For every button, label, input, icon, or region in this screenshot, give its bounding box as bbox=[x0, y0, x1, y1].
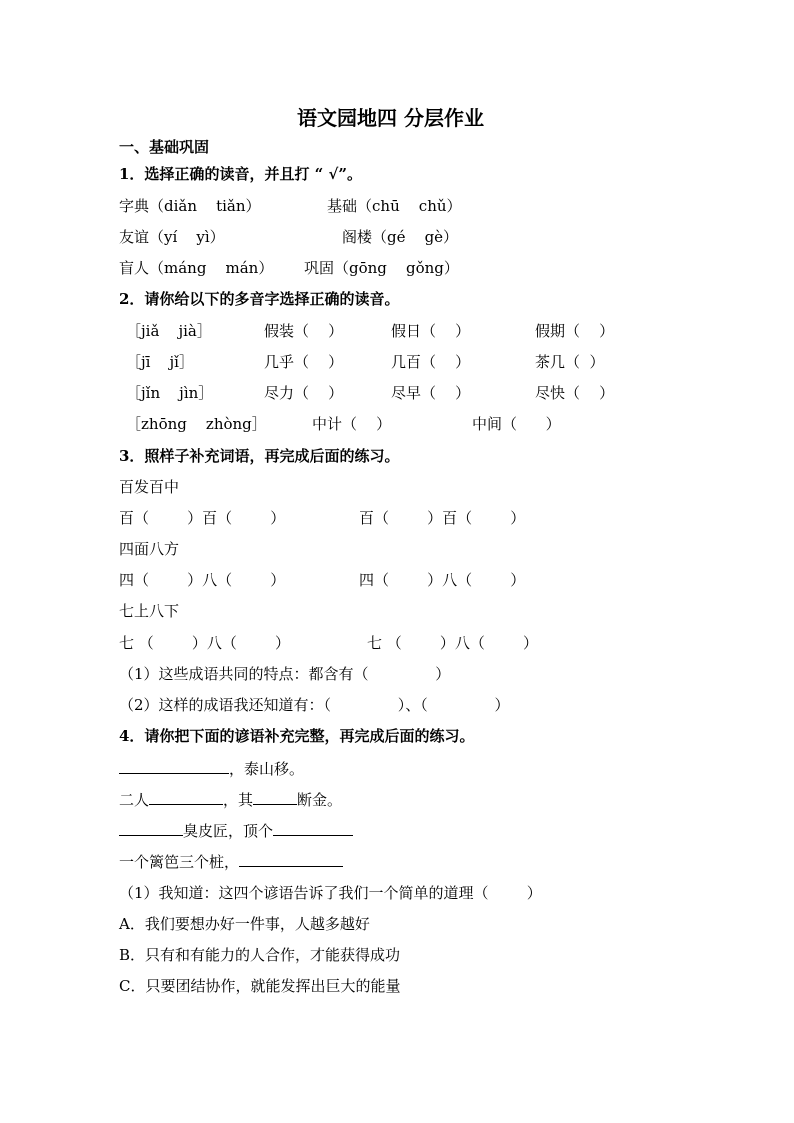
q2-pinyin: ［jī jǐ］ bbox=[126, 353, 194, 371]
q3-example: 百发百中 bbox=[119, 478, 180, 496]
q2-blank: 中计（ ） bbox=[312, 415, 392, 433]
q1-word: 巩固 bbox=[304, 259, 335, 277]
q3-example: 七上八下 bbox=[119, 602, 180, 620]
proverb-line bbox=[119, 852, 343, 872]
q1-word: 基础 bbox=[327, 197, 358, 215]
q2-pinyin: ［jǐn jìn］ bbox=[126, 384, 214, 402]
page-title: 语文园地四 分层作业 bbox=[297, 106, 484, 130]
answer-blank-line bbox=[253, 790, 297, 805]
q2-blank: 几乎（ ） bbox=[264, 353, 344, 371]
q2-blank: 尽力（ ） bbox=[264, 384, 344, 402]
option-a: A．我们要想办好一件事，人越多越好 bbox=[119, 915, 370, 933]
q1-word: 盲人 bbox=[119, 259, 150, 277]
q2-blank: 尽早（ ） bbox=[391, 384, 471, 402]
q2-blank: 几百（ ） bbox=[391, 353, 471, 371]
q3-blank-right: 七 （ ）八（ ） bbox=[367, 634, 539, 652]
q3-blank-right: 四（ ）八（ ） bbox=[359, 571, 526, 589]
q1-options: （gōng gǒng） bbox=[334, 259, 459, 277]
q1-item bbox=[119, 196, 261, 216]
q1-item bbox=[304, 258, 459, 278]
answer-blank-line bbox=[239, 852, 343, 867]
proverb-text: 断金。 bbox=[297, 791, 343, 809]
proverb-text: ，泰山移。 bbox=[229, 760, 305, 778]
q4-sub-question-1: （1）我知道：这四个谚语告诉了我们一个简单的道理（ ） bbox=[119, 884, 542, 902]
q1-item bbox=[342, 227, 458, 247]
question-4-heading: 4．请你把下面的谚语补充完整，再完成后面的练习。 bbox=[119, 727, 475, 745]
q1-item bbox=[119, 227, 225, 247]
q1-word: 友谊 bbox=[119, 228, 150, 246]
q3-blank-right: 百（ ）百（ ） bbox=[359, 509, 526, 527]
q3-sub-question-1: （1）这些成语共同的特点：都含有（ ） bbox=[119, 665, 451, 683]
q1-word: 阁楼 bbox=[342, 228, 373, 246]
question-1-heading: 1．选择正确的读音，并且打 “ √”。 bbox=[119, 165, 362, 183]
q3-blank-left: 七 （ ）八（ ） bbox=[119, 634, 291, 652]
proverb-text: 二人 bbox=[119, 791, 150, 809]
proverb-line bbox=[119, 790, 342, 810]
answer-blank-line bbox=[119, 759, 229, 774]
proverb-text: 臭皮匠，顶个 bbox=[183, 822, 274, 840]
q2-blank: 中间（ ） bbox=[472, 415, 561, 433]
q2-blank: 假装（ ） bbox=[264, 322, 344, 340]
q1-word: 字典 bbox=[119, 197, 150, 215]
q1-options: （yí yì） bbox=[149, 228, 225, 246]
q2-blank: 假期（ ） bbox=[535, 322, 615, 340]
q1-options: （gé gè） bbox=[372, 228, 459, 246]
q1-options: （máng mán） bbox=[149, 259, 274, 277]
q3-blank-left: 四（ ）八（ ） bbox=[119, 571, 286, 589]
answer-blank-line bbox=[149, 790, 223, 805]
proverb-text: ，其 bbox=[223, 791, 254, 809]
answer-blank-line bbox=[273, 821, 353, 836]
q3-sub-question-2: （2）这样的成语我还知道有：（ ）、（ ） bbox=[119, 696, 510, 714]
q1-options: （diǎn tiǎn） bbox=[149, 197, 261, 215]
proverb-text: 一个篱笆三个桩， bbox=[119, 853, 240, 871]
q2-pinyin: ［zhōng zhòng］ bbox=[126, 415, 267, 433]
q3-example: 四面八方 bbox=[119, 540, 180, 558]
option-c: C．只要团结协作，就能发挥出巨大的能量 bbox=[119, 977, 401, 995]
q1-item bbox=[119, 258, 273, 278]
q2-blank: 假日（ ） bbox=[391, 322, 471, 340]
answer-blank-line bbox=[119, 821, 183, 836]
proverb-line bbox=[119, 821, 353, 841]
question-3-heading: 3．照样子补充词语，再完成后面的练习。 bbox=[119, 447, 400, 465]
q3-blank-left: 百（ ）百（ ） bbox=[119, 509, 286, 527]
q1-options: （chū chǔ） bbox=[357, 197, 462, 215]
section-heading: 一、基础巩固 bbox=[119, 138, 210, 156]
q2-blank: 尽快（ ） bbox=[535, 384, 615, 402]
question-2-heading: 2．请你给以下的多音字选择正确的读音。 bbox=[119, 290, 400, 308]
q2-blank: 茶几（ ） bbox=[535, 353, 605, 371]
option-b: B．只有和有能力的人合作，才能获得成功 bbox=[119, 946, 401, 964]
q1-item bbox=[327, 196, 462, 216]
q2-pinyin: ［jiǎ jià］ bbox=[126, 322, 212, 340]
proverb-line bbox=[119, 759, 304, 779]
